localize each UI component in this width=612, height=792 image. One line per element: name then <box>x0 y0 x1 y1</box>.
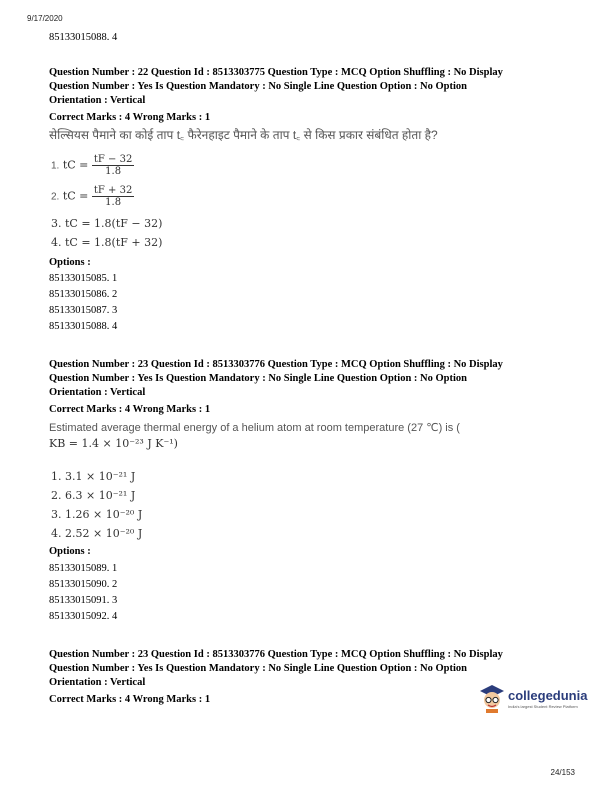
q23-meta-line-1: Question Number : 23 Question Id : 8513303776 Question Type : MCQ Option Shuffling : No Display <box>49 359 503 370</box>
prev-option: 85133015088. 4 <box>49 32 118 43</box>
q23-choice-2: 2. 6.3 × 10⁻²¹ J <box>51 489 136 502</box>
q22-option-2: 85133015086. 2 <box>49 289 118 300</box>
q22-choice-4: 4. tC = 1.8(tF + 32) <box>51 236 163 249</box>
q22-choice-1-fraction <box>92 154 134 177</box>
q22-option-1: 85133015085. 1 <box>49 273 118 284</box>
q23-option-3: 85133015091. 3 <box>49 595 118 606</box>
q22-options-label: Options : <box>49 257 91 268</box>
q23-option-4: 85133015092. 4 <box>49 611 118 622</box>
q23-option-2: 85133015090. 2 <box>49 579 118 590</box>
q22-choice-1-lhs: tC = <box>62 158 89 172</box>
q22-meta-line-1: Question Number : 22 Question Id : 8513303775 Question Type : MCQ Option Shuffling : No Display <box>49 67 503 78</box>
q23-choice-1: 1. 3.1 × 10⁻²¹ J <box>51 470 136 483</box>
q22-choice-2-label: 2. <box>51 191 60 203</box>
q22-choice-2-denominator: 1.8 <box>105 197 122 208</box>
q23-choice-4: 4. 2.52 × 10⁻²⁰ J <box>51 527 143 540</box>
q22-choice-2-numerator: tF + 32 <box>93 185 133 196</box>
q23-question-line-2: KB = 1.4 × 10⁻²³ J K⁻¹) <box>49 437 178 450</box>
q23-meta-line-2: Question Number : Yes Is Question Mandatory : No Single Line Question Option : No Option <box>49 373 468 384</box>
collegedunia-tagline: India's largest Student Review Platform <box>508 704 578 709</box>
q22-choice-1-label: 1. <box>51 160 60 172</box>
q23b-meta-line-1: Question Number : 23 Question Id : 8513303776 Question Type : MCQ Option Shuffling : No Display <box>49 649 503 660</box>
q22-choice-2 <box>51 185 134 208</box>
q22-choice-3: 3. tC = 1.8(tF − 32) <box>51 217 163 230</box>
q22-option-4: 85133015088. 4 <box>49 321 118 332</box>
q22-meta-line-3: Orientation : Vertical <box>49 95 146 106</box>
q23-option-1: 85133015089. 1 <box>49 563 118 574</box>
q23-meta-line-3: Orientation : Vertical <box>49 387 146 398</box>
print-date: 9/17/2020 <box>27 14 63 23</box>
collegedunia-wordmark: collegedunia <box>508 688 588 703</box>
page-number: 24/153 <box>550 768 575 777</box>
collegedunia-mascot-icon <box>478 682 506 714</box>
q23-marks: Correct Marks : 4 Wrong Marks : 1 <box>49 404 211 415</box>
q22-marks: Correct Marks : 4 Wrong Marks : 1 <box>49 112 211 123</box>
q22-option-3: 85133015087. 3 <box>49 305 118 316</box>
q22-meta-line-2: Question Number : Yes Is Question Mandatory : No Single Line Question Option : No Option <box>49 81 468 92</box>
q22-choice-1 <box>51 154 134 177</box>
q22-choice-1-numerator: tF − 32 <box>93 154 133 165</box>
q22-question-text: सेल्सियस पैमाने का कोई ताप t꜀ फैरेनहाइट पैमाने के ताप t꜀ से किस प्रकार संबंधित होता है? <box>49 128 438 142</box>
q23-choice-3: 3. 1.26 × 10⁻²⁰ J <box>51 508 143 521</box>
q23b-meta-line-2: Question Number : Yes Is Question Mandatory : No Single Line Question Option : No Option <box>49 663 468 674</box>
q22-choice-2-lhs: tC = <box>62 189 89 203</box>
q23b-marks: Correct Marks : 4 Wrong Marks : 1 <box>49 694 211 705</box>
q23-options-label: Options : <box>49 546 91 557</box>
q22-choice-2-fraction <box>92 185 134 208</box>
q23-question-line-1: Estimated average thermal energy of a helium atom at room temperature (27 ℃) is ( <box>49 422 460 434</box>
q22-choice-1-denominator: 1.8 <box>105 166 122 177</box>
q23b-meta-line-3: Orientation : Vertical <box>49 677 146 688</box>
